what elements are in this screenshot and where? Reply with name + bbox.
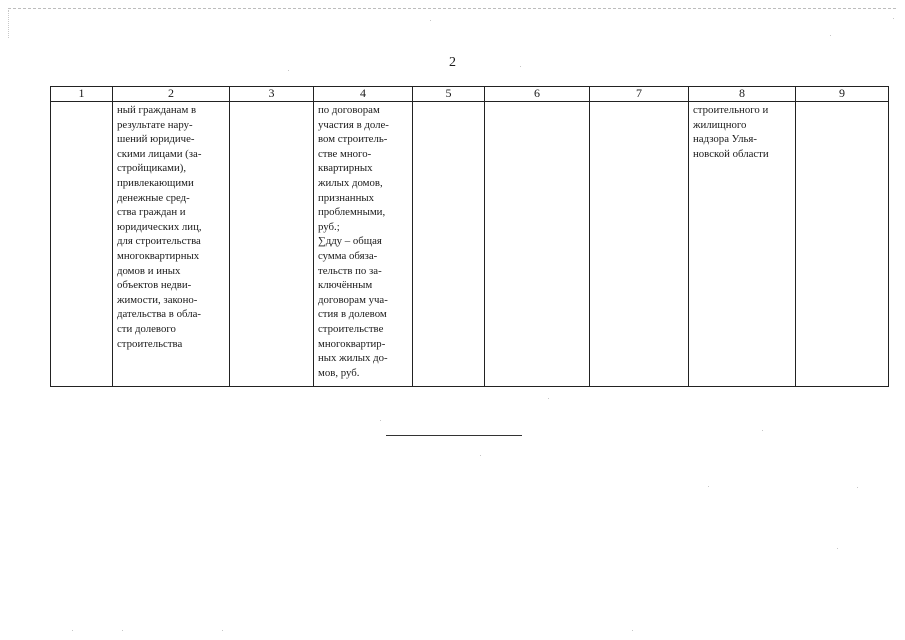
scan-speck [222, 630, 223, 631]
cell-text [413, 102, 484, 103]
table-cell-col8 [689, 102, 796, 387]
table-cell-col4 [314, 102, 413, 387]
cell-text [590, 102, 688, 103]
page-number: 2 [449, 55, 456, 70]
cell-text [485, 102, 589, 103]
table-cell-col5 [413, 102, 485, 387]
table-row [51, 102, 889, 387]
column-header-3: 3 [230, 87, 314, 102]
scan-speck [893, 18, 894, 19]
scan-speck [480, 455, 481, 456]
cell-text: ный гражданам в результате нару- шений юридиче- скими лицами (за- стройщиками), привлекающими денежные сред- ства граждан и юридических лиц, для строительства многоквартирных домов и иных объектов недви- жимости, законо- дательства в обла- сти долевого строительства [117, 104, 202, 350]
scan-speck [708, 486, 709, 487]
column-header-5: 5 [413, 87, 485, 102]
scan-speck [380, 420, 381, 421]
column-header-1: 1 [51, 87, 113, 102]
column-header-9: 9 [796, 87, 889, 102]
cell-text: по договорам участия в доле- вом строитель- стве много- квартирных жилых домов, признанных проблемными, руб.; ∑ддy – общая сумма обяза- тельств по за- ключённым договорам уча- стия в долевом строительстве многоквартир- ных жилых до- мов, руб. [318, 104, 389, 379]
scan-speck [762, 430, 763, 431]
cell-text [230, 102, 313, 103]
table-header-row [51, 87, 889, 102]
scan-speck [857, 487, 858, 488]
table-cell-col3 [230, 102, 314, 387]
column-header-2: 2 [113, 87, 230, 102]
scan-edge-top [8, 8, 896, 9]
column-header-6: 6 [485, 87, 590, 102]
scan-speck [830, 35, 831, 36]
column-header-7: 7 [590, 87, 689, 102]
cell-text: строительного и жилищного надзора Улья- новской области [693, 104, 769, 160]
document-table [50, 86, 889, 387]
cell-text [51, 102, 112, 103]
scan-speck [430, 20, 431, 21]
scan-speck [122, 630, 123, 631]
scan-edge-left [8, 10, 9, 38]
scan-speck [72, 630, 73, 631]
scan-speck [520, 66, 521, 67]
table-cell-col1 [51, 102, 113, 387]
column-header-4: 4 [314, 87, 413, 102]
scan-speck [548, 398, 549, 399]
column-header-8: 8 [689, 87, 796, 102]
scan-speck [837, 548, 838, 549]
table-cell-col6 [485, 102, 590, 387]
table-cell-col2 [113, 102, 230, 387]
table-cell-col7 [590, 102, 689, 387]
cell-text [796, 102, 888, 103]
closing-rule [386, 435, 522, 436]
scan-speck [288, 70, 289, 71]
table-cell-col9 [796, 102, 889, 387]
scan-speck [632, 630, 633, 631]
